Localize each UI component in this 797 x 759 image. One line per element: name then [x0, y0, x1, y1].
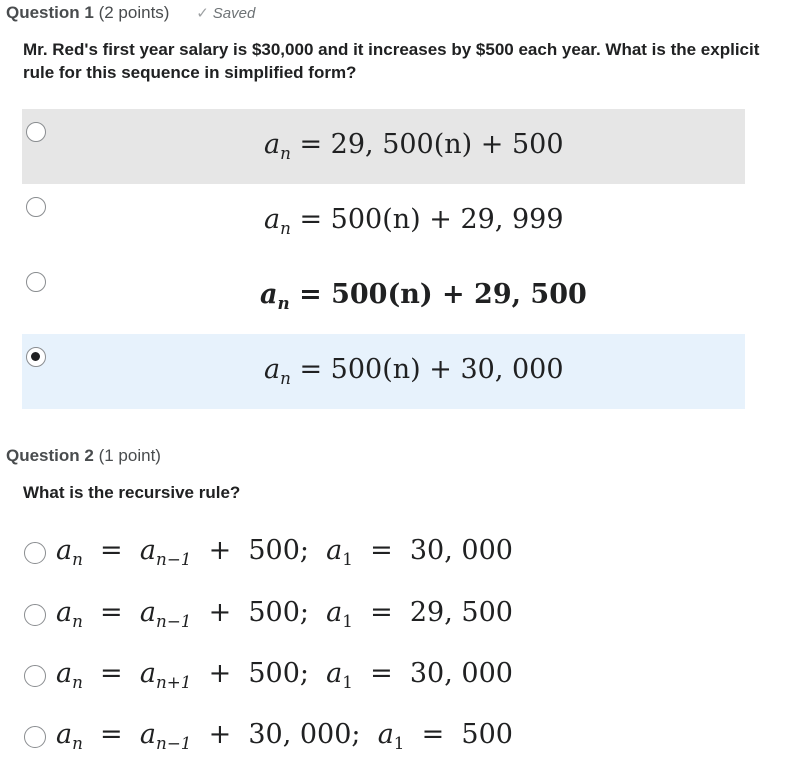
q2-option-4-formula: $a_n = a_{n-1} + 30$, 000; $a_1 = 500$	[56, 719, 513, 753]
q2-option-4-radio[interactable]	[24, 726, 46, 748]
q1-option-1-formula: $a_n = 29$, 500(n) + 500	[264, 129, 564, 163]
q1-option-3[interactable]	[22, 259, 745, 334]
saved-label: Saved	[212, 5, 256, 22]
q1-option-1-radio[interactable]	[26, 122, 46, 142]
check-icon: ✓	[196, 5, 209, 22]
q2-option-2-formula: $a_n = a_{n-1} + 500$; $a_1 = 29$, 500	[56, 597, 513, 631]
q1-option-2[interactable]	[22, 184, 745, 259]
q1-option-3-radio[interactable]	[26, 272, 46, 292]
q1-option-2-formula: $a_n = 500(n) + 29$, 999	[264, 204, 564, 238]
q2-option-2[interactable]	[24, 595, 744, 635]
question-2-header	[6, 446, 161, 466]
q2-option-1[interactable]	[24, 533, 744, 573]
q1-option-4-radio[interactable]	[26, 347, 46, 367]
q2-option-1-formula: $a_n = a_{n-1} + 500$; $a_1 = 30$, 000	[56, 535, 513, 569]
q2-option-4[interactable]	[24, 717, 744, 757]
q2-option-3-radio[interactable]	[24, 665, 46, 687]
q1-option-1[interactable]	[22, 109, 745, 184]
q2-option-2-radio[interactable]	[24, 604, 46, 626]
q1-option-3-formula: $a_n = 500(n) + 29$, 500	[260, 279, 587, 313]
question-1-prompt: Mr. Red's first year salary is $30,000 and it increases by $500 each year. What is the explicit rule for this sequence in simplified form?	[23, 40, 760, 82]
question-2-points: (1 point)	[98, 446, 161, 465]
q2-option-3[interactable]	[24, 656, 744, 696]
q1-option-2-radio[interactable]	[26, 197, 46, 217]
question-1-header	[6, 3, 255, 23]
q1-option-4[interactable]	[22, 334, 745, 409]
question-1-title: Question 1	[6, 3, 94, 22]
question-1-points: (2 points)	[98, 3, 170, 22]
question-2-title: Question 2	[6, 446, 94, 465]
saved-status	[196, 4, 255, 22]
question-2-prompt: What is the recursive rule?	[23, 483, 241, 502]
q1-option-4-formula: $a_n = 500(n) + 30$, 000	[264, 354, 564, 388]
q2-option-3-formula: $a_n = a_{n+1} + 500$; $a_1 = 30$, 000	[56, 658, 513, 692]
q2-option-1-radio[interactable]	[24, 542, 46, 564]
